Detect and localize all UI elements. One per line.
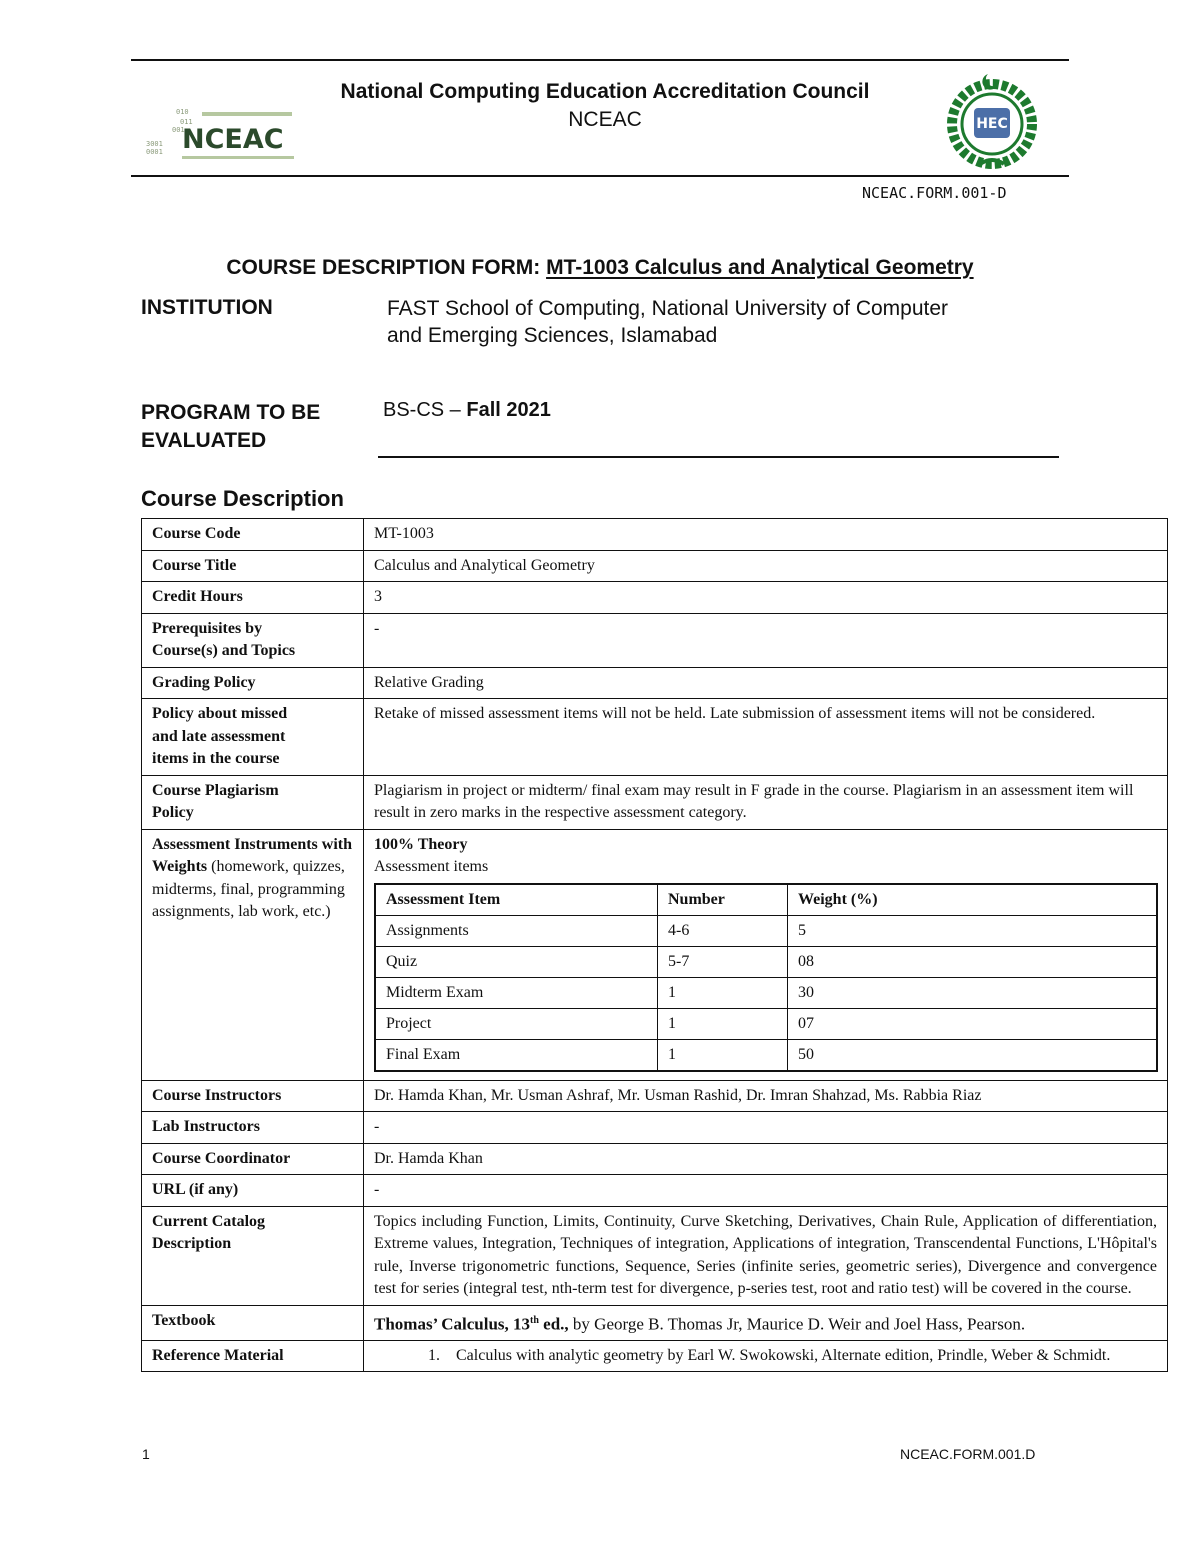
course-description-table [141,518,1168,1372]
missed-policy-label-line2: and late assessment [152,727,286,745]
coordinator-label: Course Coordinator [142,1143,364,1175]
table-row-instructors [142,1080,1168,1112]
assessment-item: Quiz [375,946,658,977]
lab-instructors-label: Lab Instructors [142,1112,364,1144]
textbook-label: Textbook [142,1305,364,1340]
assessment-number: 1 [658,1039,788,1071]
textbook-edition-sup: th [530,1314,539,1326]
council-name: National Computing Education Accreditation Council [340,80,870,103]
course-title-value: Calculus and Analytical Geometry [364,550,1168,582]
assessment-number: 5-7 [658,946,788,977]
table-row [375,1039,1157,1071]
table-row [375,946,1157,977]
assessment-header-weight: Weight (%) [788,884,1158,916]
assessment-number: 1 [658,1008,788,1039]
catalog-label [142,1206,364,1305]
catalog-label-line2: Description [152,1235,232,1252]
course-code-label: Course Code [142,519,364,551]
assessment-number: 4-6 [658,915,788,946]
assessment-theory: 100% Theory [374,835,468,853]
reference-list [374,1345,1157,1368]
table-row-textbook [142,1305,1168,1340]
catalog-value: Topics including Function, Limits, Continuity, Curve Sketching, Derivatives, Chain Rule, Application of differentiation, Extreme values, Integration, Techniques of integration, Applications of integration, Transcendental Functions, L'Hôpital's rule, Inverse trigonometric functions, Sequence, Series (infinite series, geometric series), Divergence and convergence test for series (integral test, nth-term test for divergence, p-series test, root and ratio test) will be covered in the course. [364,1206,1168,1305]
textbook-edition: ed., [538,1314,569,1334]
coordinator-value: Dr. Hamda Khan [364,1143,1168,1175]
program-value-term: Fall 2021 [466,399,551,421]
table-row-catalog [142,1206,1168,1305]
course-title-label: Course Title [142,550,364,582]
catalog-label-line1: Current Catalog [152,1212,266,1230]
lab-instructors-value: - [364,1112,1168,1144]
missed-policy-value: Retake of missed assessment items will not be held. Late submission of assessment items will not be considered. [364,699,1168,776]
assessment-item: Midterm Exam [375,977,658,1008]
prerequisites-value: - [364,613,1168,667]
assessment-header-item: Assessment Item [375,884,658,916]
header-bottom-rule [131,175,1069,177]
svg-text:001: 001 [172,126,185,134]
form-title-prefix: COURSE DESCRIPTION FORM: [226,256,547,279]
svg-text:3001: 3001 [146,140,163,148]
table-row-url [142,1175,1168,1207]
assessment-label [142,829,364,1080]
table-row [375,915,1157,946]
assessment-value [364,829,1168,1080]
page-number: 1 [142,1446,150,1462]
prerequisites-label-line1: Prerequisites by [152,619,263,637]
plagiarism-policy-label-line2: Policy [152,804,194,821]
list-item: 1. Calculus with analytic geometry by Earl W. Swokowski, Alternate edition, Prindle, Weber & Schmidt. [444,1345,1157,1368]
prerequisites-label [142,613,364,667]
table-row-lab-instructors [142,1112,1168,1144]
table-row-prerequisites [142,613,1168,667]
nceac-logo-text: NCEAC [182,124,284,155]
textbook-authors: by George B. Thomas Jr, Maurice D. Weir and Joel Hass, Pearson. [568,1314,1026,1334]
instructors-value: Dr. Hamda Khan, Mr. Usman Ashraf, Mr. Usman Rashid, Dr. Imran Shahzad, Ms. Rabbia Riaz [364,1080,1168,1112]
table-row-coordinator [142,1143,1168,1175]
program-label-line1: PROGRAM TO BE [141,401,321,424]
assessment-number: 1 [658,977,788,1008]
assessment-weight: 30 [788,977,1158,1008]
table-row-course-title [142,550,1168,582]
assessment-weight: 07 [788,1008,1158,1039]
course-code-value: MT-1003 [364,519,1168,551]
table-row [375,1008,1157,1039]
svg-text:0001: 0001 [146,148,163,156]
missed-policy-label-line1: Policy about missed [152,705,288,722]
assessment-weight: 5 [788,915,1158,946]
course-description-heading: Course Description [141,486,344,511]
assessment-label-bold: Assessment Instruments with Weights [152,835,353,875]
council-abbr: NCEAC [568,108,642,131]
assessment-items-caption: Assessment items [374,858,489,875]
institution-label: INSTITUTION [141,296,273,319]
textbook-title: Thomas’ Calculus, 13 [374,1314,531,1334]
textbook-value [364,1305,1168,1340]
url-label: URL (if any) [142,1175,364,1207]
table-row-credit-hours [142,582,1168,614]
form-code-top: NCEAC.FORM.001-D [862,184,1007,202]
table-row-plagiarism-policy [142,775,1168,829]
hec-logo-icon [940,68,1044,172]
svg-text:HEC: HEC [976,116,1008,132]
assessment-item: Final Exam [375,1039,658,1071]
assessment-items-table [374,883,1158,1072]
assessment-header-row [375,884,1157,916]
missed-policy-label-line3: items in the course [152,750,280,767]
table-row-grading-policy [142,667,1168,699]
assessment-item: Assignments [375,915,658,946]
credit-hours-value: 3 [364,582,1168,614]
table-row-course-code [142,519,1168,551]
program-underline [378,456,1059,458]
program-value [383,396,551,424]
form-title [0,256,1200,280]
prerequisites-label-line2: Course(s) and Topics [152,642,296,659]
reference-label: Reference Material [142,1340,364,1372]
assessment-header-number: Number [658,884,788,916]
plagiarism-policy-label-line1: Course Plagiarism [152,781,279,799]
table-row-missed-policy [142,699,1168,776]
reference-value [364,1340,1168,1372]
svg-text:011: 011 [180,118,193,126]
assessment-weight: 50 [788,1039,1158,1071]
grading-policy-label: Grading Policy [142,667,364,699]
institution-value-line1: FAST School of Computing, National University of Computer [387,297,949,320]
institution-value-line2: and Emerging Sciences, Islamabad [387,324,718,347]
program-value-prefix: BS-CS – [383,399,467,421]
table-row-assessment [142,829,1168,1080]
assessment-label-rest: (homework, quizzes, midterms, final, programming assignments, lab work, etc.) [152,858,345,920]
instructors-label: Course Instructors [142,1080,364,1112]
grading-policy-value: Relative Grading [364,667,1168,699]
plagiarism-policy-value: Plagiarism in project or midterm/ final exam may result in F grade in the course. Plagiarism in an assessment item will result in zero marks in the respective assessment category. [364,775,1168,829]
form-title-course: MT-1003 Calculus and Analytical Geometry [546,256,974,279]
svg-text:010: 010 [176,108,189,116]
table-row-reference [142,1340,1168,1372]
assessment-item: Project [375,1008,658,1039]
url-value: - [364,1175,1168,1207]
table-row [375,977,1157,1008]
program-label-line2: EVALUATED [141,429,267,452]
header-top-rule [131,59,1069,61]
plagiarism-policy-label [142,775,364,829]
form-code-bottom: NCEAC.FORM.001.D [900,1446,1036,1462]
assessment-weight: 08 [788,946,1158,977]
missed-policy-label [142,699,364,776]
credit-hours-label: Credit Hours [142,582,364,614]
